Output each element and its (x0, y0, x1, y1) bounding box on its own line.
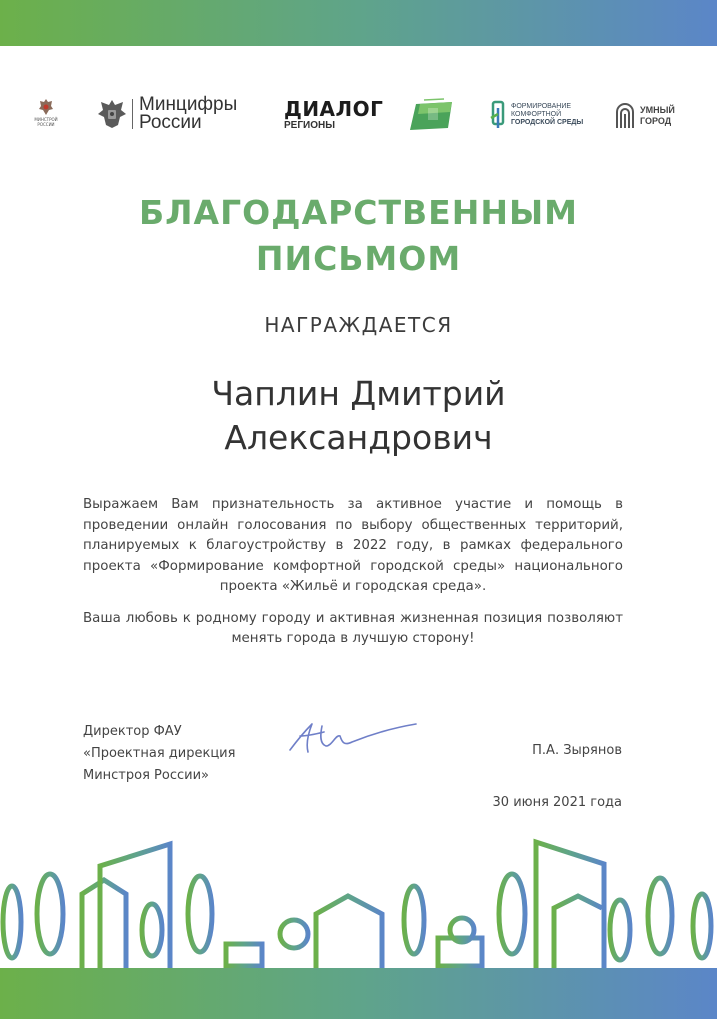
dialog-main: ДИАЛОГ (284, 97, 384, 121)
smart-city-logo (614, 100, 675, 132)
certificate-title (0, 190, 717, 282)
minstroy-logo (30, 98, 62, 127)
signer-name: П.А. Зырянов (532, 743, 622, 758)
signer-title-line2: «Проектная дирекция (83, 746, 236, 761)
gosuslugi-icon (408, 98, 454, 132)
dialog-sub: РЕГИОНЫ (284, 120, 335, 131)
fingerprint-icon (614, 100, 636, 132)
signer-title-line1: Директор ФАУ (83, 724, 182, 739)
fkgs-logo (489, 100, 583, 130)
gosuslugi-logo (408, 98, 454, 132)
handwritten-signature (282, 712, 422, 762)
fkgs-line1: ФОРМИРОВАНИЕ (511, 103, 572, 110)
awarded-label: НАГРАЖДАЕТСЯ (264, 313, 453, 337)
mincifry-line1: Минцифры (139, 94, 238, 115)
eagle-emblem-icon (96, 97, 128, 131)
title-line1: БЛАГОДАРСТВЕННЫМ (139, 193, 578, 232)
recipient-name-line2: Александрович (224, 418, 493, 457)
smart-line2: ГОРОД (640, 116, 672, 126)
signer-title (83, 721, 235, 787)
minstroy-caption-2: РОССИИ (37, 122, 55, 127)
signer-title-line3: Минстроя России» (83, 768, 209, 783)
fkgs-line3: ГОРОДСКОЙ СРЕДЫ (511, 119, 584, 126)
mincifry-line2: России (139, 112, 202, 133)
mincifry-logo (96, 96, 237, 132)
gratitude-text (83, 495, 623, 661)
smart-line1: УМНЫЙ (640, 105, 675, 115)
city-skyline-decoration (0, 834, 717, 968)
recipient-name (0, 372, 717, 460)
dialog-logo (284, 98, 383, 131)
recipient-name-line1: Чаплин Дмитрий (211, 374, 506, 413)
logos-row (0, 96, 717, 140)
minstroy-caption: МИНСТРОЙ (34, 117, 58, 122)
fkgs-icon (489, 100, 507, 130)
bottom-gradient-bar (0, 968, 717, 1019)
gratitude-paragraph-1: Выражаем Вам признательность за активное участие и помощь в проведении онлайн голосования по выбору общественных территорий, планируемых к благоустройству в 2022 году, в рамках федерального проекта «Формирование комфортной городской среды» национального проекта «Жильё и городская среда». (83, 497, 623, 594)
gratitude-paragraph-2: Ваша любовь к родному городу и активная жизненная позиция позволяют менять города в лучшую сторону! (83, 610, 623, 646)
fkgs-line2: КОМФОРТНОЙ (511, 111, 562, 118)
title-line2: ПИСЬМОМ (255, 239, 462, 278)
emblem-icon (38, 98, 54, 116)
top-gradient-bar (0, 0, 717, 46)
issue-date: 30 июня 2021 года (492, 795, 622, 810)
